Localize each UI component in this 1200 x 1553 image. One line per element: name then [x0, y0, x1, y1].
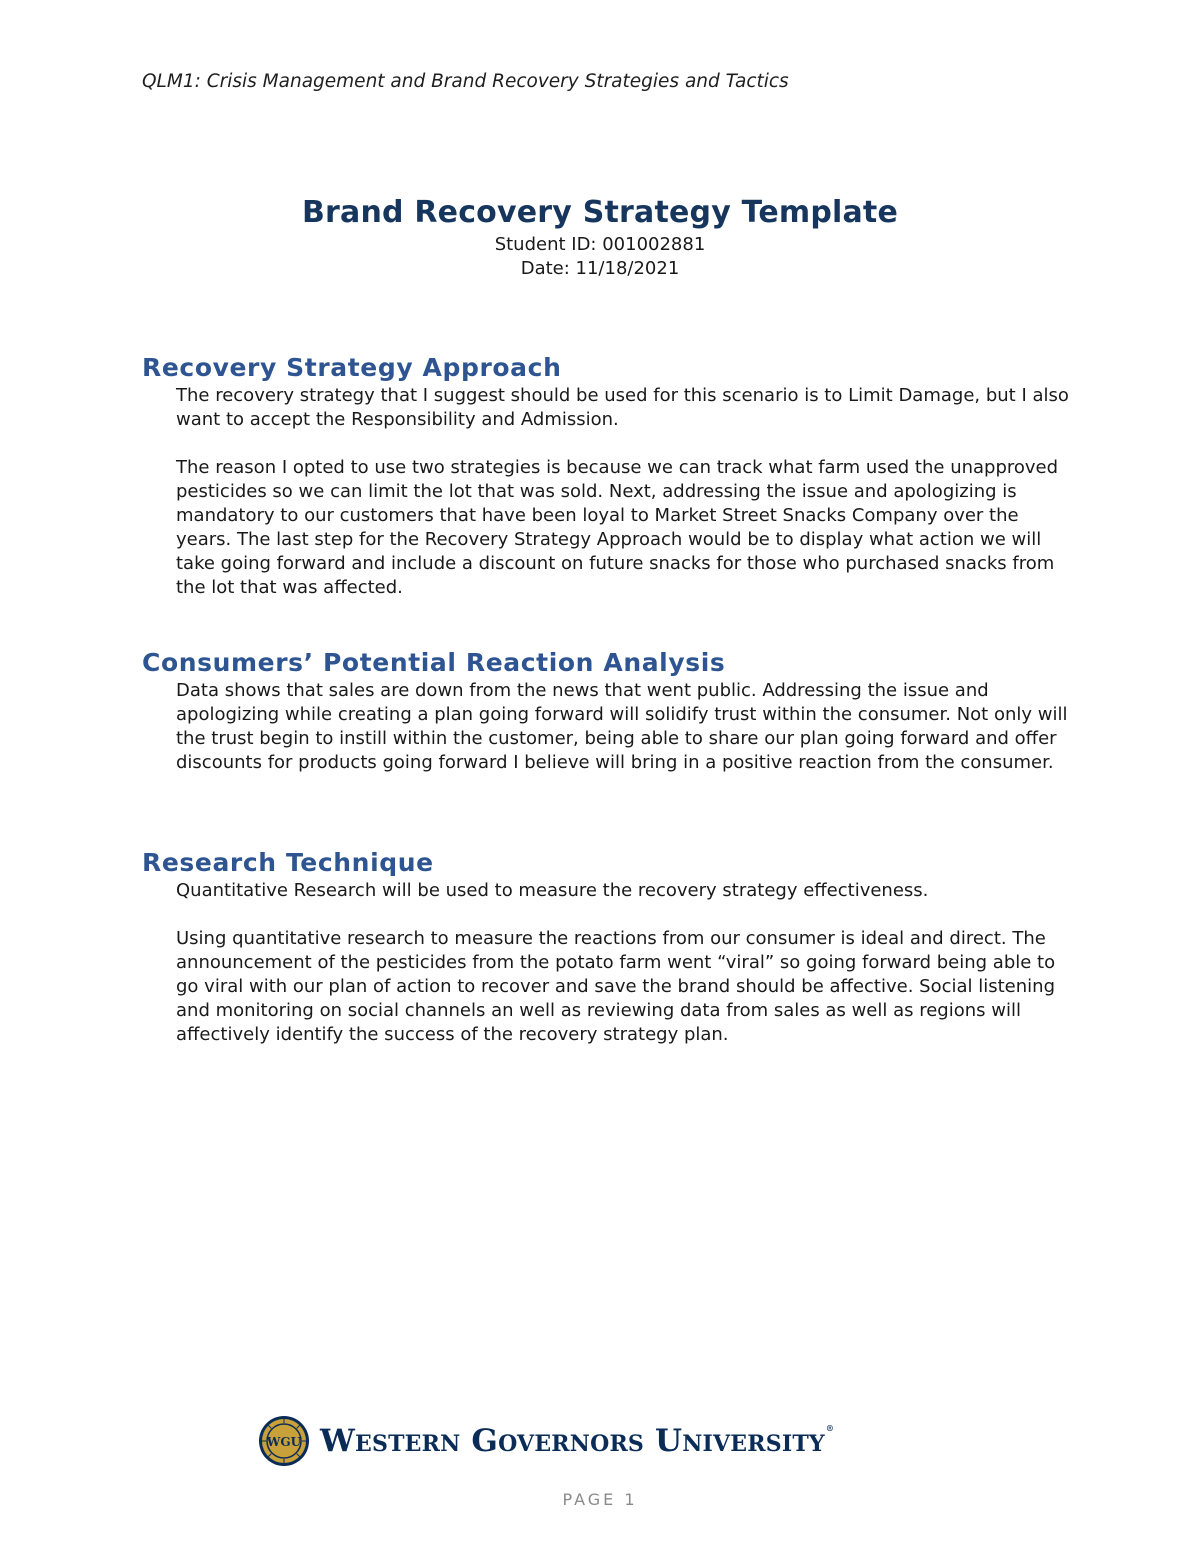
title-block: [0, 193, 1200, 281]
svg-text:WGU: WGU: [266, 1435, 302, 1449]
section-research-technique: [142, 847, 1072, 1047]
wgu-logo: [258, 1412, 908, 1470]
section-heading: Consumers’ Potential Reaction Analysis: [142, 648, 726, 677]
student-id: Student ID: 001002881: [494, 234, 706, 255]
paragraph: The reason I opted to use two strategies is because we can track what farm used the unapproved pesticides so we can limit the lot that was sold. Next, addressing the issue and apologizing is mandatory to our customers that have been loyal to Market Street Snacks Company over the years. The last step for the Recovery Strategy Approach would be to display what action we will take going forward and include a discount on future snacks for those who purchased snacks from the lot that was affected.: [176, 457, 1059, 598]
section-heading: Recovery Strategy Approach: [142, 353, 562, 382]
page-number: PAGE 1: [562, 1490, 638, 1509]
document-title: Brand Recovery Strategy Template: [301, 195, 899, 230]
university-seal-icon: [258, 1415, 310, 1467]
paragraph: Using quantitative research to measure the reactions from our consumer is ideal and direct. The announcement of the pesticides from the potato farm went “viral” so going forward being able to go viral with our plan of action to recover and save the brand should be affective. Social listening and monitoring on social channels an well as reviewing data from sales as well as regions will affectively identify the success of the recovery strategy plan.: [176, 928, 1056, 1045]
section-consumer-reaction: [142, 647, 1072, 775]
paragraph: Data shows that sales are down from the news that went public. Addressing the issue and apologizing while creating a plan going forward will solidify trust within the consumer. Not only will the trust begin to instill within the customer, being able to share our plan going forward and offer discounts for products going forward I believe will bring in a positive reaction from the consumer.: [176, 680, 1068, 773]
section-body: [142, 384, 1072, 600]
document-date: Date: 11/18/2021: [520, 258, 680, 279]
section-body: [142, 679, 1072, 775]
section-heading: Research Technique: [142, 848, 434, 877]
section-recovery-strategy: [142, 352, 1072, 600]
paragraph: The recovery strategy that I suggest should be used for this scenario is to Limit Damage, but I also want to accept the Responsibility and Admission.: [176, 385, 1069, 430]
university-name: Western Governors University®: [320, 1423, 835, 1459]
paragraph: Quantitative Research will be used to measure the recovery strategy effectiveness.: [176, 880, 929, 901]
running-header: QLM1: Crisis Management and Brand Recovery Strategies and Tactics: [142, 71, 789, 92]
section-body: [142, 879, 1072, 1047]
